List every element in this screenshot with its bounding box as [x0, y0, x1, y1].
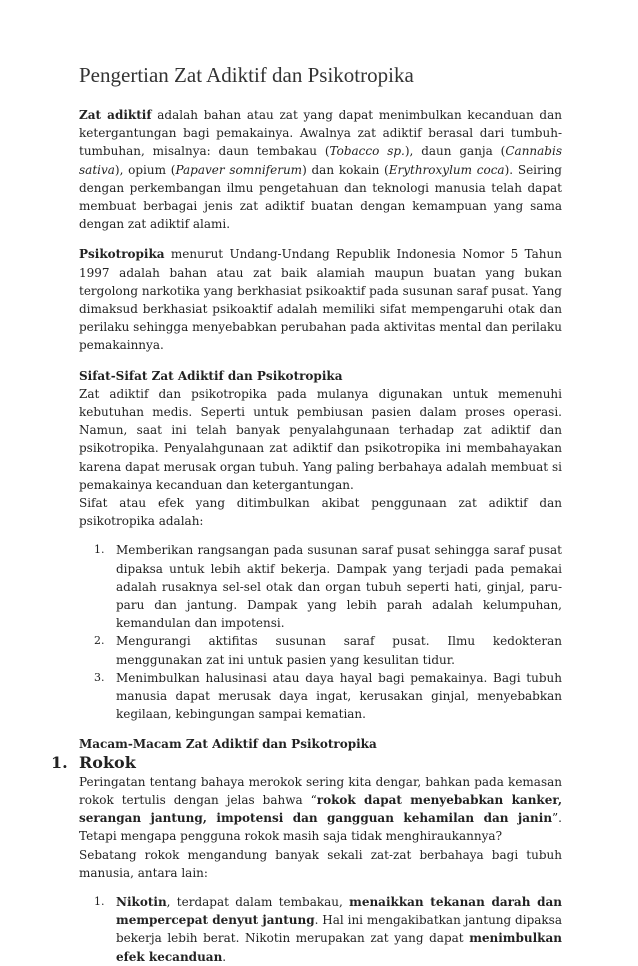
section-heading-macam: Macam-Macam Zat Adiktif dan Psikotropika [79, 736, 377, 751]
page-title: Pengertian Zat Adiktif dan Psikotropika [79, 63, 414, 87]
paragraph-zat-adiktif: Zat adiktif adalah bahan atau zat yang dapat menimbulkan kecanduan dan ketergantungan bagi pemakainya. Awalnya zat adiktif berasal dari tumbuh-tumbuhan, misalnya: daun tembakau (Tobacco sp.), daun ganja (Cannabis sativa), opium (Papaver somniferum) dan kokain (Erythroxylum coca). Seiring dengan perkembangan ilmu pengetahuan dan teknologi manusia telah dapat membuat berbagai jenis zat adiktif buatan dengan kemampuan yang sama dengan zat adiktif alami. [79, 108, 562, 232]
list-item: 1. Nikotin, terdapat dalam tembakau, menaikkan tekanan darah dan mempercepat denyut jantung. Hal ini mengakibatkan jantung dipaksa bekerja lebih berat. Nikotin merupakan zat yang dapat menimbulkan efek kecanduan. [94, 894, 562, 964]
paragraph-sifat-intro: Sifat atau efek yang ditimbulkan akibat penggunaan zat adiktif dan psikotropika adalah: [79, 496, 562, 529]
paragraph-psikotropika: Psikotropika menurut Undang-Undang Republik Indonesia Nomor 5 Tahun 1997 adalah bahan atau zat baik alamiah maupun buatan yang bukan tergolong narkotika yang berkhasiat psikoaktif pada susunan saraf pusat. Yang dimaksud berkhasiat psikoaktif adalah memiliki sifat mempengaruhi otak dan perilaku sehingga menyebabkan perubahan pada aktivitas mental dan perilaku pemakainnya. [79, 247, 562, 353]
term-psikotropika: Psikotropika [79, 247, 165, 262]
section-heading-sifat: Sifat-Sifat Zat Adiktif dan Psikotropika [79, 368, 343, 383]
document-page [51, 62, 562, 966]
subsection-title-rokok: 1. Rokok [51, 752, 136, 772]
list-rokok [79, 893, 562, 966]
term-zat-adiktif: Zat adiktif [79, 108, 152, 122]
list-sifat [79, 541, 562, 723]
list-item: 3. Menimbulkan halusinasi atau daya hayal bagi pemakainya. Bagi tubuh manusia dapat merusak daya ingat, kerusakan ginjal, menyebabkan kegilaan, kebingungan sampai kematian. [94, 670, 562, 722]
list-item: 1. Memberikan rangsangan pada susunan saraf pusat sehingga saraf pusat dipaksa untuk lebih aktif bekerja. Dampak yang terjadi pada pemakai adalah rusaknya sel-sel otak dan organ tubuh seperti hati, ginjal, paru-paru dan jantung. Dampak yang lebih parah adalah kelumpuhan, kemandulan dan impotensi. [94, 543, 562, 631]
paragraph-rokok-warning: Peringatan tentang bahaya merokok sering kita dengar, bahkan pada kemasan rokok tertulis dengan jelas bahwa “rokok dapat menyebabkan kanker, serangan jantung, impotensi dan gangguan kehamilan dan janin”. Tetapi mengapa pengguna rokok masih saja tidak menghiraukannya? [79, 774, 562, 844]
paragraph-sifat-body: Zat adiktif dan psikotropika pada mulanya digunakan untuk memenuhi kebutuhan medis. Seperti untuk pembiusan pasien dalam proses operasi. Namun, saat ini telah banyak penyalahgunaan terhadap zat adiktif dan psikotropika. Penyalahgunaan zat adiktif dan psikotropika ini membahayakan karena dapat merusak organ tubuh. Yang paling berbahaya adalah membuat si pemakainya kecanduan dan ketergantungan. [79, 386, 562, 492]
list-item: 2. Mengurangi aktifitas susunan saraf pusat. Ilmu kedokteran menggunakan zat ini untuk pasien yang kesulitan tidur. [94, 634, 562, 667]
paragraph-rokok-contents: Sebatang rokok mengandung banyak sekali zat-zat berbahaya bagi tubuh manusia, antara lain: [79, 847, 562, 880]
